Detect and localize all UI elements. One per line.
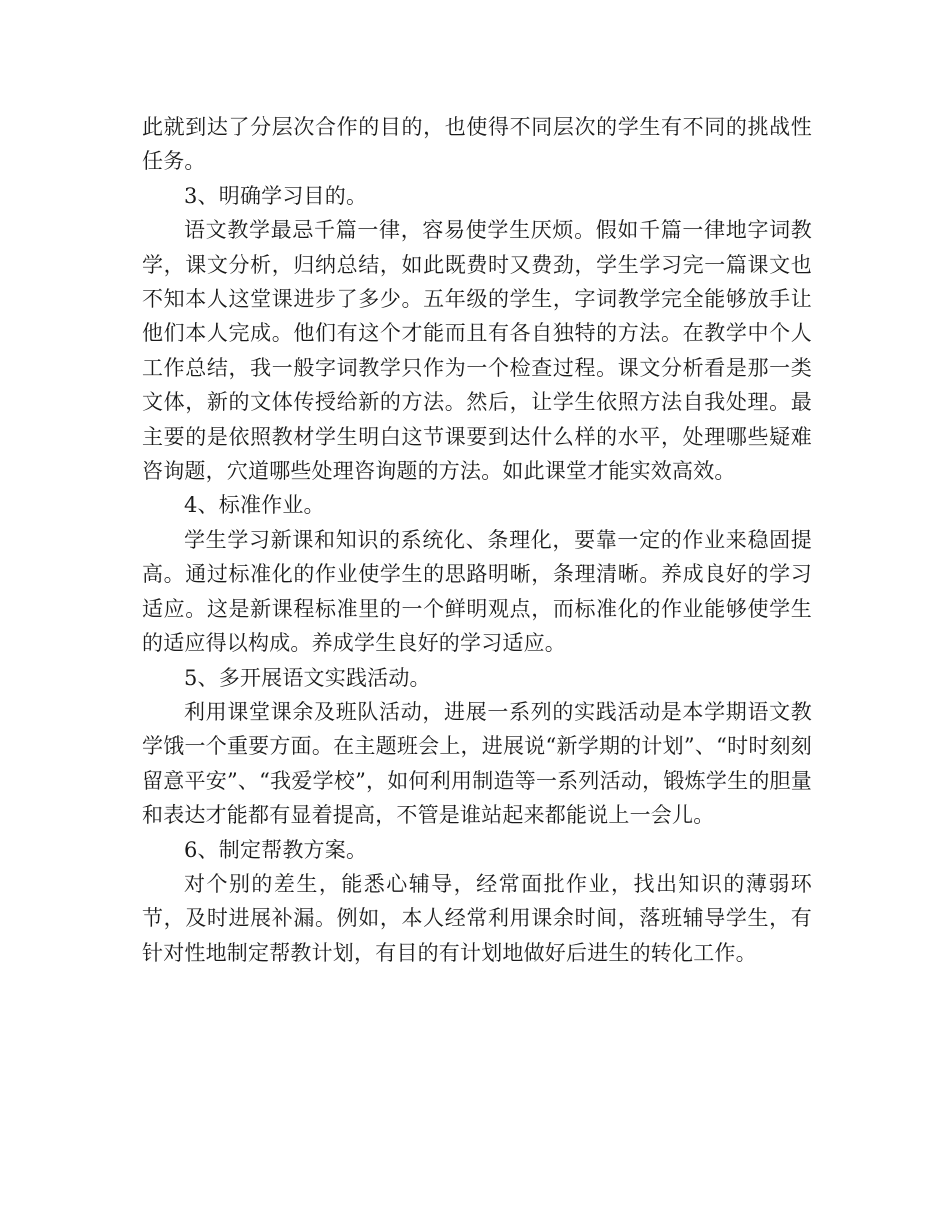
heading-5-practice-activities: 5、多开展语文实践活动。 bbox=[184, 665, 431, 690]
heading-4-standard-homework: 4、标准作业。 bbox=[184, 493, 325, 518]
heading-6-tutoring-plan: 6、制定帮教方案。 bbox=[184, 837, 368, 862]
document-page bbox=[142, 110, 812, 970]
paragraph-tutoring-plan: 对个别的差生，能悉心辅导，经常面批作业，找出知识的薄弱环节，及时进展补漏。例如，本人经常利用课余时间，落班辅导学生，有针对性地制定帮教计划，有目的有计划地做好后进生的转化工作。 bbox=[142, 871, 812, 965]
paragraph-learning-goals: 语文教学最忌千篇一律，容易使学生厌烦。假如千篇一律地字词教学，课文分析，归纳总结，如此既费时又费劲，学生学习完一篇课文也不知本人这堂课进步了多少。五年级的学生，字词教学完全能够放手让他们本人完成。他们有这个才能而且有各自独特的方法。在教学中个人工作总结，我一般字词教学只作为一个检查过程。课文分析看是那一类文体，新的文体传授给新的方法。然后，让学生依照方法自我处理。最主要的是依照教材学生明白这节课要到达什么样的水平，处理哪些疑难咨询题，穴道哪些处理咨询题的方法。如此课堂才能实效高效。 bbox=[142, 218, 812, 484]
heading-3-learning-goals: 3、明确学习目的。 bbox=[184, 183, 368, 208]
paragraph-standard-homework: 学生学习新课和知识的系统化、条理化，要靠一定的作业来稳固提高。通过标准化的作业使学生的思路明晰，条理清晰。养成良好的学习适应。这是新课程标准里的一个鲜明观点，而标准化的作业能够使学生的适应得以构成。养成学生良好的学习适应。 bbox=[142, 527, 812, 656]
paragraph-practice-activities: 利用课堂课余及班队活动，进展一系列的实践活动是本学期语文教学饿一个重要方面。在主题班会上，进展说“新学期的计划”、“时时刻刻留意平安”、“我爱学校”，如何利用制造等一系列活动，锻炼学生的胆量和表达才能都有显着提高，不管是谁站起来都能说上一会儿。 bbox=[142, 699, 812, 828]
paragraph-continuation: 此就到达了分层次合作的目的，也使得不同层次的学生有不同的挑战性任务。 bbox=[142, 115, 812, 174]
